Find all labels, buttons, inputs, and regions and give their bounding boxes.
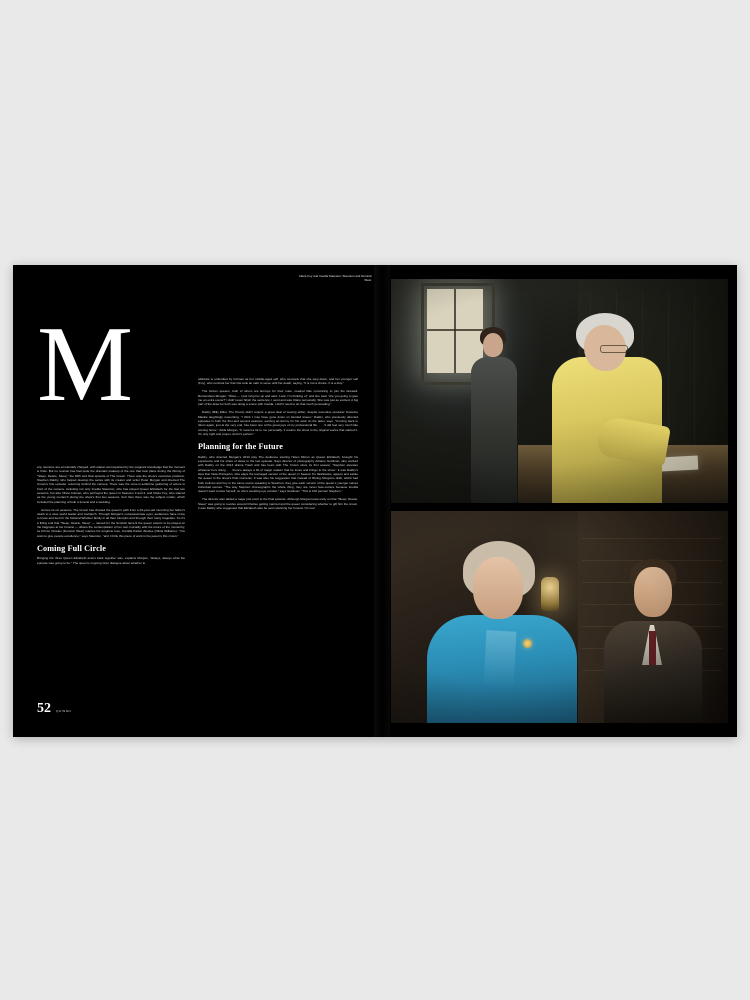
paragraph: Bringing the three Queen Elizabeth actors back together was, explains Morgan, "always, always what the episode was going to be." The queen's ongoing inner dialogue about whether to (37, 556, 185, 565)
photo-bottom-vignette (391, 511, 728, 723)
spread-right-page (382, 265, 737, 737)
page-number: 52 (37, 701, 51, 716)
magazine-spread (13, 265, 737, 737)
section-subhead-coming-full-circle: Coming Full Circle (37, 544, 106, 554)
paragraph: The former queens, both of whom are Emmys for their roles, needed little convincing to join the farewell. Remembers Morgan, "Oliva — I just rang her up and said, 'Look, I'm thinking of,' and she said, 'Are you going to give me an extra scene?' I didn't even finish the sentence. I went and saw Claire personally. She was just as excited. A big part of the draw for both was doing a scene with Imelda. I didn't need to do that much persuading." (198, 389, 358, 407)
drop-cap-letter: M (37, 305, 131, 424)
photo-queen-and-charles (391, 511, 728, 723)
photo-top-scene (391, 279, 728, 503)
article-column-one (37, 465, 185, 569)
spread-left-page (13, 265, 382, 737)
page-folio (37, 702, 71, 715)
section-subhead-planning-for-the-future: Planning for the Future (198, 442, 284, 452)
paragraph: any reunions are emotionally charged, with elation accompanied by the poignant knowledge that the moment is finite. But no reunion has had quite the dramatic makeup of the one that took place during the filming of "Sleep, Dearie, Sleep," the 60th and final episode of The Crown. There was the show's executive producer, Stephen Daldry, who helped develop the series with its creator and writer Peter Morgan and directed The Crown's first episode, returning behind the camera. There was the once-in-a-lifetime gathering of actors in front of the camera, including not only Imelda Staunton, who has played Queen Elizabeth for the last two seasons, but also Olivia Colman, who portrayed the queen in Seasons 3 and 4, and Claire Foy, who starred as the young monarch during the show's first two seasons. And then there was the subject matter, which included the planning of both a funeral and a wedding. (37, 465, 185, 504)
paragraph: Across its six seasons, The Crown has charted the queen's path from a 29-year-old mourning her father's death to a wise world leader and matriarch. Through Morgan's compassionate eyes, audiences have come to know and feel for the fictional Windsor family in all their triumphs and through their many tragedies. So it's a fitting end that "Sleep, Dearie, Sleep" — named for the Scottish lament the queen selects to be played on the bagpipes at her funeral — offsets the contemplation of her own mortality with the future of the monarchy, as Prince Charles (Dominic West) marries his longtime love, Camilla Parker Bowles (Olivia Williams). "You want to give people excellence," says Staunton, "and I think this piece of work is the jewel in this crown." (37, 507, 185, 538)
paragraph: Daldry, who directed Morgan's 2013 play The Audience starring Helen Mirren as Queen Elizabeth, brought his experience and his share of ideas to the last episode. Says director of photography Adriano Goldman, who worked with Daldry on the 2014 drama Trash and has been with The Crown since its first season, "Stephen elevates whatever he's doing . . . there's always a bit of magic realism that he loves and brings to the show." It was Daldry's idea that Viola Prettejohn, who plays the teenaged version of the queen in Season 6's flashbacks, appear and salute the queen in the show's final moments. It was also his suggestion that instead of filming Morgan's draft, which had both Colman and Foy in the same scene speaking to Staunton, they give each version of the queen's younger selves individual scenes. "The way Stephen choreographs the whole thing, they are never face-to-face because Imelda doesn't want to face herself, so she's avoiding eye contact," says Goldman. "This is 100 percent Stephen." (198, 454, 358, 494)
photo-top-vignette (391, 279, 728, 503)
photo-bottom-scene (391, 511, 728, 723)
article-column-two (198, 377, 358, 514)
photo-credit-caption: Claire Foy and Imelda Staunton; Staunton and Dominic West. (298, 274, 372, 282)
paragraph: abdicate is embodied by Colman as her middle-aged self, who counsels that she step down, and her younger self (Foy), who reminds her that she took an oath to serve until her death, saying, "It is not a choice. It is a duty." (198, 377, 358, 386)
photo-two-queens-in-study (391, 279, 728, 503)
paragraph: The director also added a major plot point to the final episode. Although Morgan knew early on that "Sleep, Dearie, Sleep" was going to revolve around Charles getting married and the queen considering whether to gift him the crown, it was Daldry who suggested that Elizabeth also be seen planning her funeral. On real (198, 497, 358, 510)
publication-name: QUINNN (56, 709, 72, 713)
paragraph: Daldry (Billy Elliot, The Hours) didn't require a great deal of wooing either, despite executive producer Suzanne Mackie laughingly recounting, "I think I may have gone down on bended knees." Daldry, who previously directed episodes in both the first and second seasons, earning an Emmy for his work on the latter, says, "Coming back to direct again, just at the very end, has been one of the great joys of my professional life. . . . It did feel very much like coming home." Adds Morgan, "It meant a lot to me personally. It returns the show to the original voices that started it. It's only right and proper. And it's perfect." (198, 410, 358, 436)
